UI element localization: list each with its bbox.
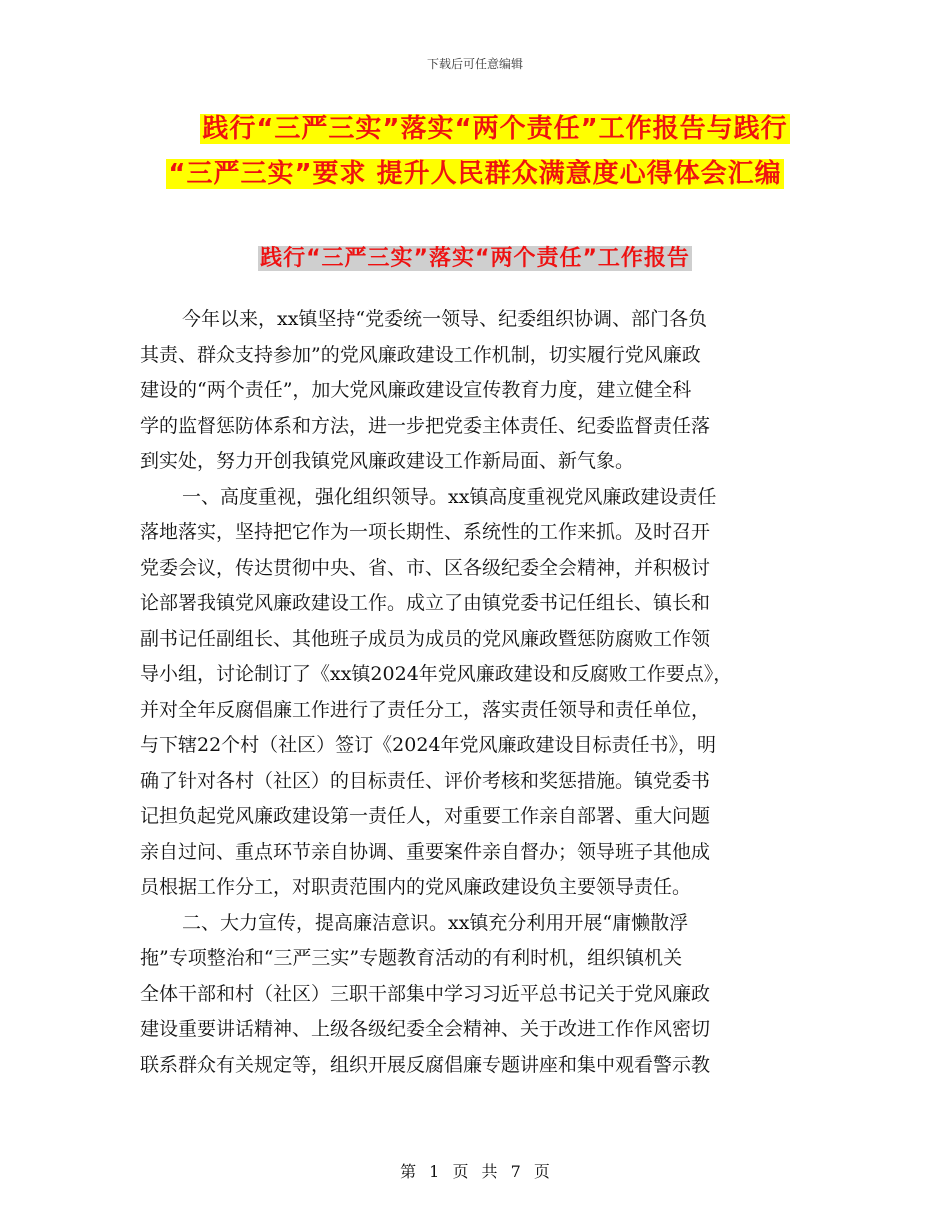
body-line: 与下辖22个村（社区）签订《2024年党风廉政建设目标责任书》，明 xyxy=(140,734,717,756)
body-line: 落地落实，坚持把它作为一项长期性、系统性的工作来抓。及时召开 xyxy=(140,521,711,543)
body-line: 学的监督惩防体系和方法，进一步把党委主体责任、纪委监督责任落 xyxy=(140,414,711,437)
body-line: 建设的“两个责任”，加大党风廉政建设宣传教育力度，建立健全科 xyxy=(140,379,692,401)
document-title-line-2 xyxy=(0,157,950,191)
body-line: 并对全年反腐倡廉工作进行了责任分工，落实责任领导和责任单位， xyxy=(140,698,711,721)
body-line: 确了针对各村（社区）的目标责任、评价考核和奖惩措施。镇党委书 xyxy=(140,769,711,792)
body-line: 二、大力宣传，提高廉洁意识。xx镇充分利用开展“庸懒散浮 xyxy=(182,911,689,934)
section-title-text: 践行“三严三实”落实“两个责任”工作报告 xyxy=(260,246,690,271)
body-line: 今年以来，xx镇坚持“党委统一领导、纪委组织协调、部门各负 xyxy=(182,308,708,330)
body-line: 员根据工作分工，对职责范围内的党风廉政建设负主要领导责任。 xyxy=(140,876,692,898)
section-title xyxy=(0,244,950,274)
body-line: 导小组，讨论制订了《xx镇2024年党风廉政建设和反腐败工作要点》， xyxy=(140,663,733,685)
body-line: 到实处，努力开创我镇党风廉政建设工作新局面、新气象。 xyxy=(140,450,635,472)
body-line: 一、高度重视，强化组织领导。xx镇高度重视党风廉政建设责任 xyxy=(182,485,717,508)
body-line: 党委会议，传达贯彻中央、省、市、区各级纪委全会精神，并积极讨 xyxy=(140,556,711,579)
body-line: 副书记任副组长、其他班子成员为成员的党风廉政暨惩防腐败工作领 xyxy=(140,627,711,650)
document-title-line-1 xyxy=(0,112,950,146)
body-line: 联系群众有关规定等，组织开展反腐倡廉专题讲座和集中观看警示教 xyxy=(140,1053,711,1076)
body-text xyxy=(140,302,820,1083)
body-line: 全体干部和村（社区）三职干部集中学习习近平总书记关于党风廉政 xyxy=(140,982,711,1005)
page-footer: 第 1 页 共 7 页 xyxy=(400,1162,550,1181)
body-line: 记担负起党风廉政建设第一责任人，对重要工作亲自部署、重大问题 xyxy=(140,805,711,827)
body-line: 其责、群众支持参加”的党风廉政建设工作机制，切实履行党风廉政 xyxy=(140,343,701,366)
body-line: 亲自过问、重点环节亲自协调、重要案件亲自督办；领导班子其他成 xyxy=(140,840,711,863)
page-header: 下载后可任意编辑 xyxy=(426,57,523,71)
body-line: 建设重要讲话精神、上级各级纪委全会精神、关于改进工作作风密切 xyxy=(140,1018,711,1040)
document-title-text-1: 践行“三严三实”落实“两个责任”工作报告与践行 xyxy=(202,114,788,144)
body-line: 论部署我镇党风廉政建设工作。成立了由镇党委书记任组长、镇长和 xyxy=(140,592,711,614)
body-line: 拖”专项整治和“三严三实”专题教育活动的有利时机，组织镇机关 xyxy=(140,947,683,969)
document-title-text-2: “三严三实”要求 提升人民群众满意度心得体会汇编 xyxy=(168,159,782,189)
